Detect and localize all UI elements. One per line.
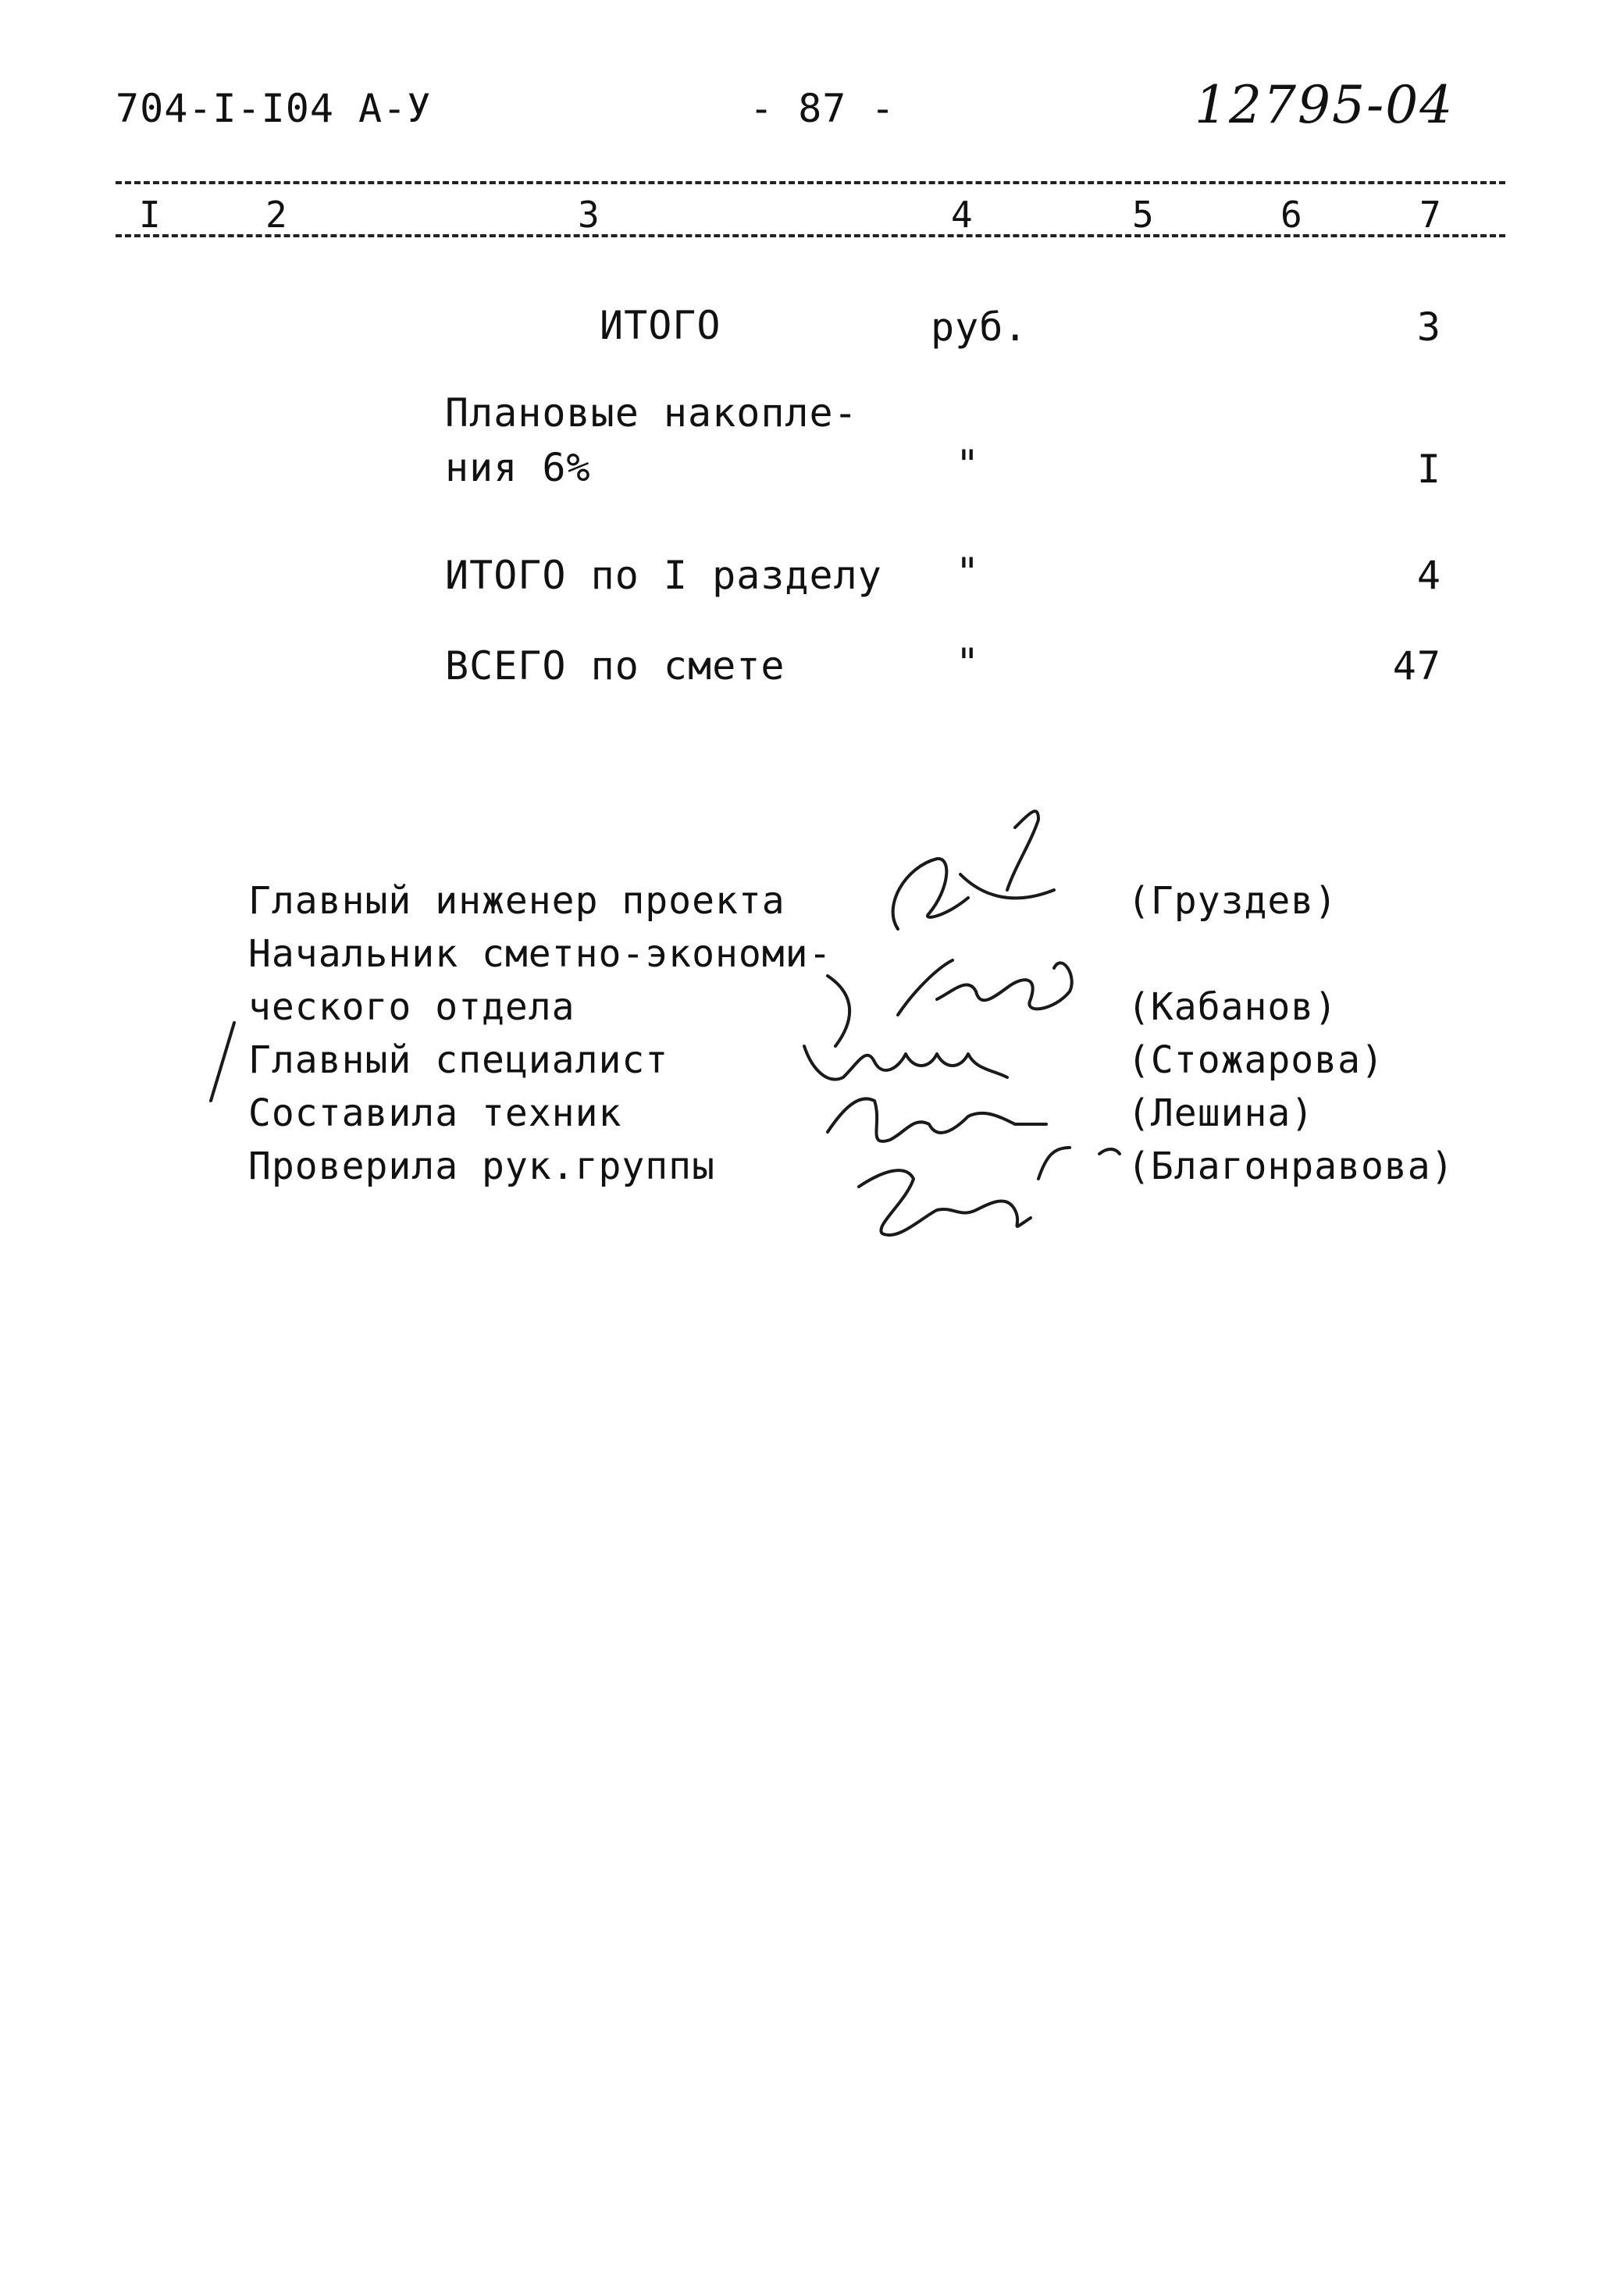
section-total-unit: " <box>956 550 981 595</box>
estimate-total-unit: " <box>956 640 981 685</box>
column-number-6: 6 <box>1280 194 1303 236</box>
page-number: - 87 - <box>750 86 896 131</box>
role-head-estimating-line2: ческого отдела <box>248 985 575 1029</box>
name-stozharova: (Стожарова) <box>1127 1038 1384 1082</box>
planned-savings-unit: " <box>956 442 981 487</box>
name-gruzdev: (Груздев) <box>1127 879 1338 923</box>
column-number-7: 7 <box>1419 194 1442 236</box>
role-head-estimating-line1: Начальник сметно-экономи- <box>248 932 832 976</box>
signature-kabanov <box>828 960 1072 1046</box>
column-number-4: 4 <box>951 194 974 236</box>
name-kabanov: (Кабанов) <box>1127 985 1338 1029</box>
section-total-label: ИТОГО по I разделу <box>445 553 882 598</box>
estimate-total-value: 47 <box>1392 643 1441 689</box>
document-code: 704-I-I04 А-У <box>116 86 432 131</box>
total-label: ИТОГО <box>600 303 721 348</box>
name-blagonravova: (Благонравова) <box>1127 1144 1455 1188</box>
planned-savings-value: I <box>1416 447 1441 492</box>
estimate-total-label: ВСЕГО по смете <box>445 643 785 689</box>
dashed-rule-bottom <box>116 234 1505 237</box>
signature-stozharova <box>804 1046 1007 1080</box>
signature-gruzdev <box>893 811 1054 929</box>
planned-savings-label-line2: ния 6% <box>445 445 591 490</box>
tick-mark <box>1099 1149 1120 1154</box>
section-total-value: 4 <box>1416 553 1441 598</box>
column-number-3: 3 <box>578 194 600 236</box>
archive-number: 12795-04 <box>1195 75 1455 135</box>
dashed-rule-top <box>116 181 1505 184</box>
column-number-2: 2 <box>265 194 288 236</box>
total-unit: руб. <box>931 304 1028 350</box>
total-value: 3 <box>1416 304 1441 350</box>
signature-blagonravova <box>859 1148 1070 1235</box>
column-number-1: I <box>139 194 162 236</box>
signature-leshina <box>828 1098 1046 1141</box>
slash-mark <box>211 1023 234 1101</box>
column-number-5: 5 <box>1132 194 1155 236</box>
role-chief-specialist: Главный специалист <box>248 1038 669 1082</box>
role-group-leader: Проверила рук.группы <box>248 1144 715 1188</box>
name-leshina: (Лешина) <box>1127 1091 1315 1135</box>
planned-savings-label-line1: Плановые накопле- <box>445 390 858 436</box>
role-technician: Составила техник <box>248 1091 622 1135</box>
role-chief-engineer: Главный инженер проекта <box>248 879 785 923</box>
